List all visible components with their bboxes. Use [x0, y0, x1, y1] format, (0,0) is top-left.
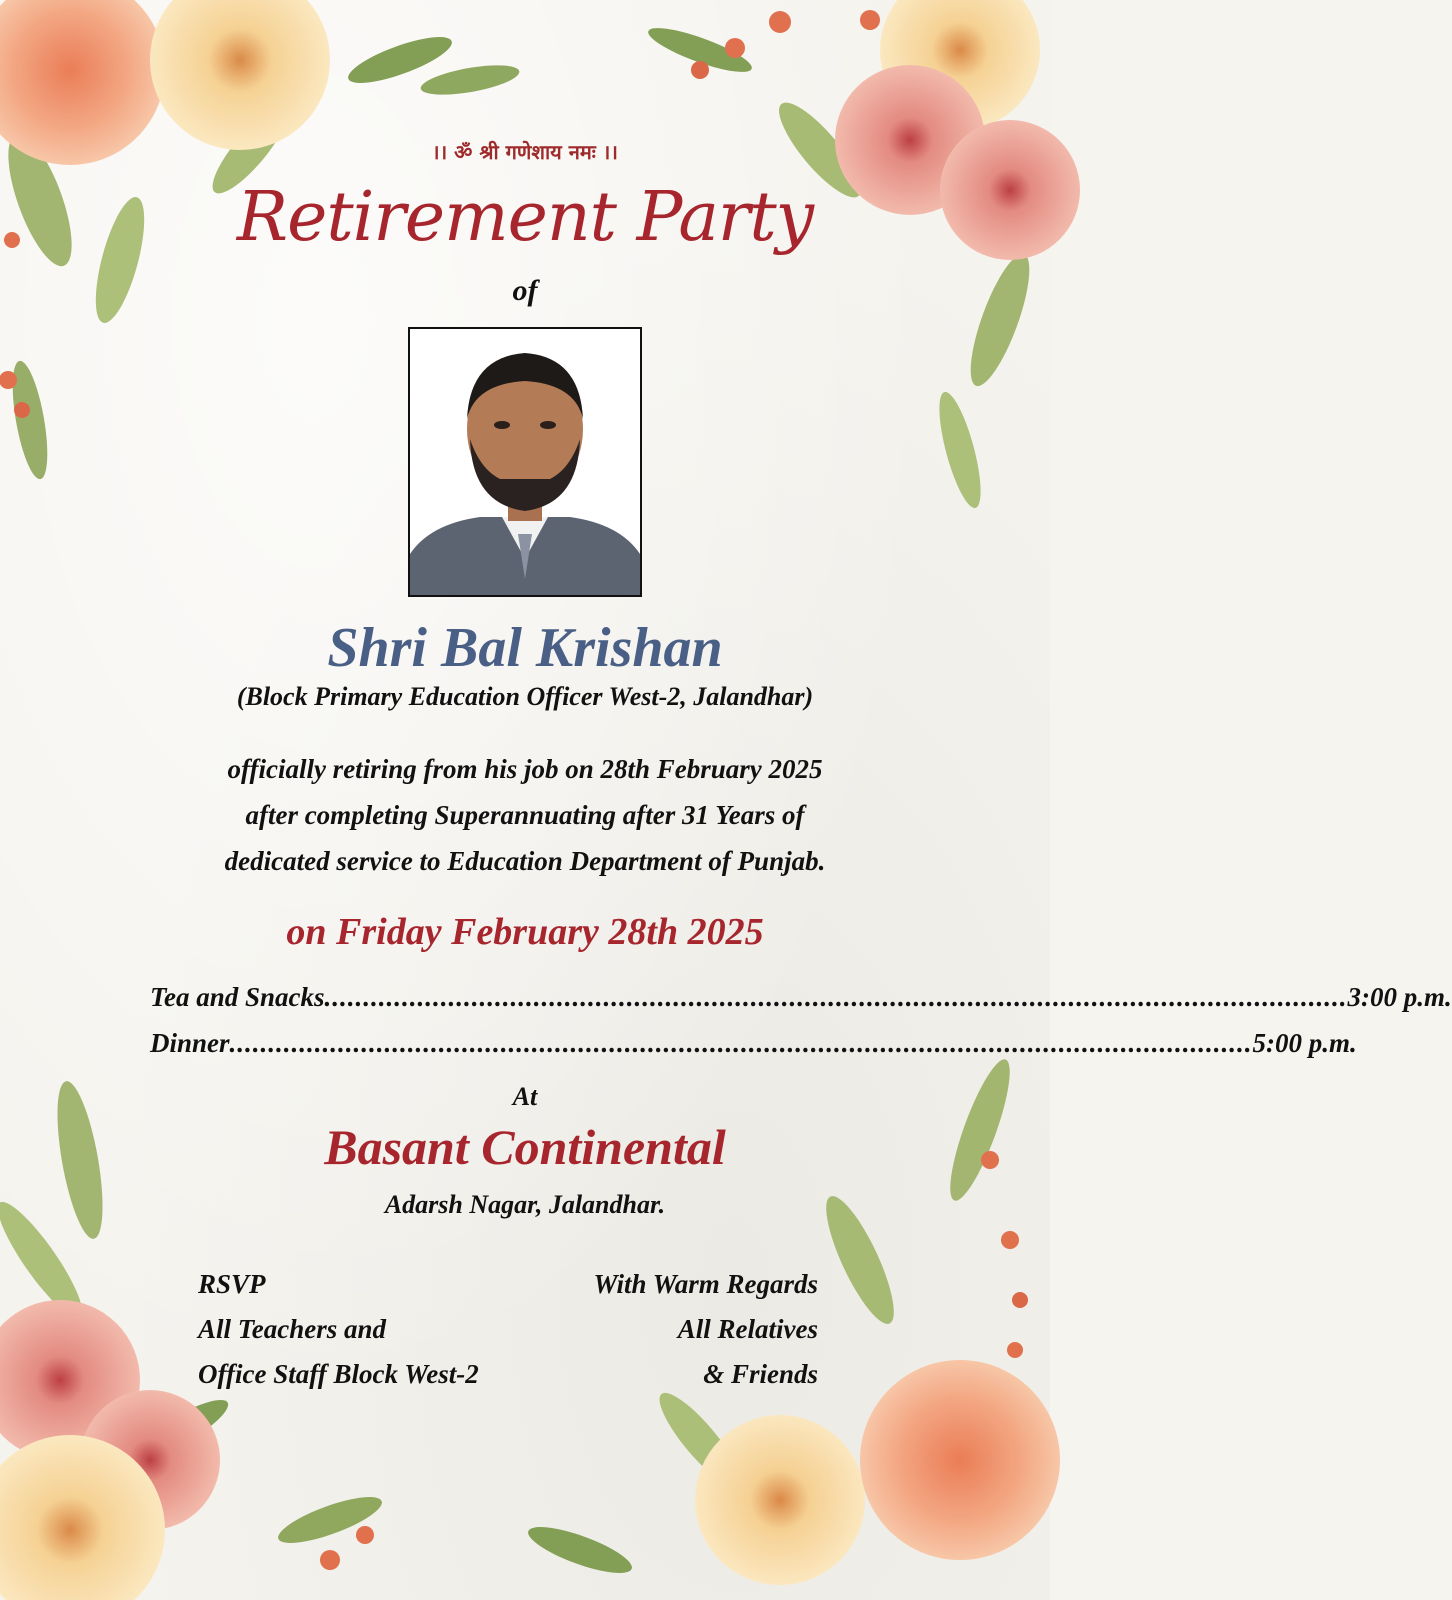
at-label: At [512, 1082, 538, 1111]
rsvp-line: Office Staff Block West-2 [198, 1359, 479, 1389]
schedule-label: Tea and Snacks [150, 982, 325, 1012]
schedule-row [150, 1028, 1357, 1059]
schedule-row [150, 982, 1452, 1013]
rsvp-block [198, 1262, 479, 1397]
of-label: of [512, 274, 538, 307]
leader-dots: .................................................................................................................................... [324, 982, 1348, 1012]
retirement-description [0, 746, 1050, 884]
portrait-photo-icon [410, 329, 640, 595]
schedule-time: 3:00 p.m. [1347, 982, 1452, 1012]
venue-name: Basant Continental [324, 1119, 726, 1175]
regards-line: All Relatives [677, 1314, 818, 1344]
venue-address: Adarsh Nagar, Jalandhar. [384, 1190, 666, 1219]
retiree-name: Shri Bal Krishan [327, 617, 723, 679]
invitation-title: Retirement Party [236, 178, 814, 257]
schedule-time: 5:00 p.m. [1252, 1028, 1357, 1058]
rsvp-line: All Teachers and [198, 1314, 387, 1344]
description-line: officially retiring from his job on 28th February 2025 [227, 754, 823, 784]
regards-block [593, 1262, 818, 1397]
mantra-header: ।। ॐ श्री गणेशाय नमः ।। [432, 140, 618, 164]
regards-line: With Warm Regards [593, 1269, 818, 1299]
schedule-label: Dinner [150, 1028, 230, 1058]
regards-line: & Friends [703, 1359, 818, 1389]
description-line: after completing Superannuating after 31 Years of [245, 800, 805, 830]
event-date: on Friday February 28th 2025 [286, 911, 764, 953]
description-line: dedicated service to Education Department of Punjab. [224, 846, 826, 876]
retiree-designation: (Block Primary Education Officer West-2, Jalandhar) [236, 682, 814, 711]
leader-dots: .................................................................................................................................... [229, 1028, 1253, 1058]
retiree-photo [408, 327, 642, 597]
rsvp-line: RSVP [198, 1269, 266, 1299]
